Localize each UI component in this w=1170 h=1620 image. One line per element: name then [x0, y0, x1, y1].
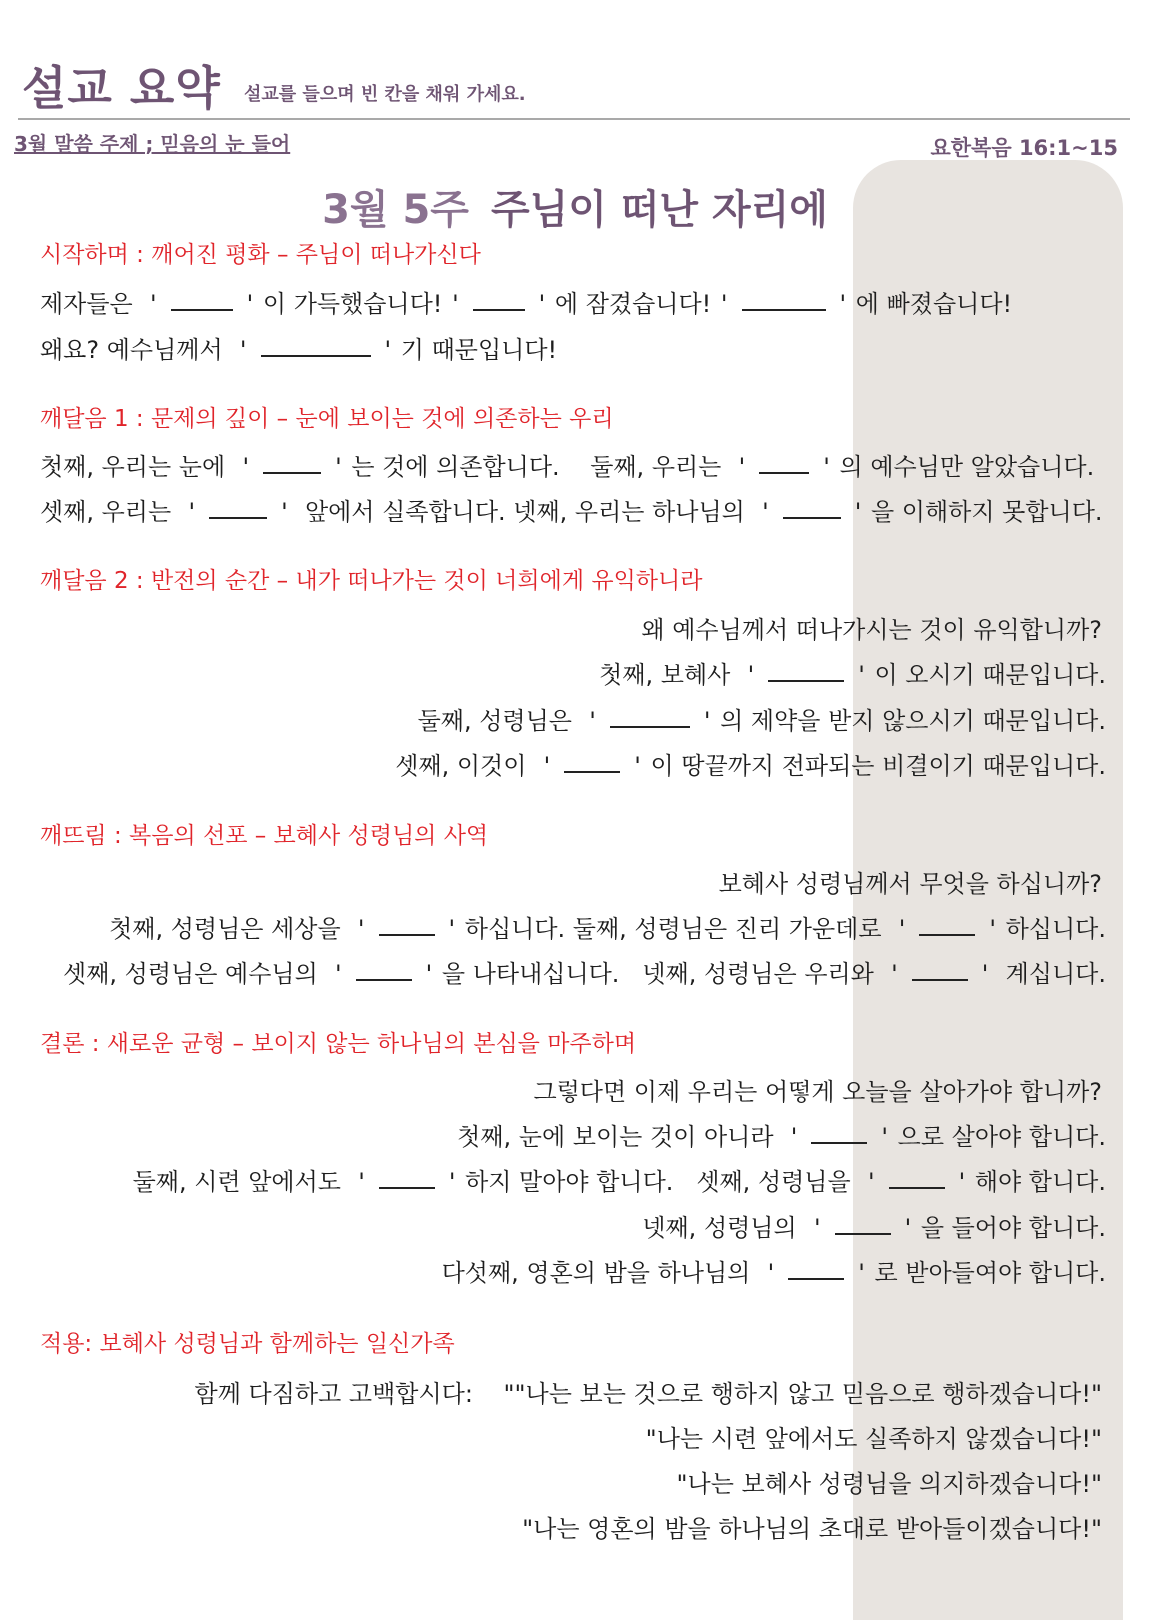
line-text: 로 받아들여야 합니다. — [874, 1259, 1106, 1287]
page-subtitle: 설교를 들으며 빈 칸을 채워 가세요. — [244, 84, 526, 105]
sermon-name: 주님이 떠난 자리에 — [490, 187, 828, 233]
break-line-2: 셋째, 성령님은 예수님의 ' ' 을 나타내십니다. 넷째, 성령님은 우리와 ' ' 계십니다. — [63, 960, 1106, 988]
section-heading-apply: 적용: 보혜사 성령님과 함께하는 일신가족 — [40, 1331, 455, 1357]
line-text: 해야 합니다. — [974, 1168, 1106, 1196]
line-text: 기 때문입니다! — [400, 336, 558, 364]
fill-blank[interactable] — [209, 516, 267, 519]
realize2-question: 왜 예수님께서 떠나가시는 것이 유익합니까? — [641, 616, 1102, 644]
fill-blank[interactable] — [379, 933, 435, 936]
fill-blank[interactable] — [356, 978, 412, 981]
line-text: 에 빠졌습니다! — [855, 290, 1013, 318]
line-text: 둘째, 우리는 — [590, 453, 722, 481]
fill-blank[interactable] — [171, 308, 233, 311]
fill-blank[interactable] — [889, 1186, 945, 1189]
line-text: 계십니다. — [1005, 960, 1106, 988]
line-text: 하십니다. 둘째, 성령님은 진리 가운데로 — [464, 915, 882, 943]
fill-blank[interactable] — [783, 516, 841, 519]
line-text: 을 나타내십니다. — [441, 960, 620, 988]
page-title: 설교 요약 — [22, 61, 221, 115]
fill-blank[interactable] — [788, 1277, 844, 1280]
realize2-line-3: 셋째, 이것이 ' ' 이 땅끝까지 전파되는 비결이기 때문입니다. — [395, 752, 1106, 780]
break-line-1: 첫째, 성령님은 세상을 ' ' 하십니다. 둘째, 성령님은 진리 가운데로 ' ' 하십니다. — [109, 915, 1106, 943]
section-heading-intro: 시작하며 : 깨어진 평화 – 주님이 떠나가신다 — [40, 242, 481, 268]
conclusion-line-4: 다섯째, 영혼의 밤을 하나님의 ' ' 로 받아들여야 합니다. — [441, 1259, 1106, 1287]
section-heading-break: 깨뜨림 : 복음의 선포 – 보혜사 성령님의 사역 — [40, 823, 489, 849]
sermon-title — [0, 178, 1150, 235]
line-text: 셋째, 성령님은 예수님의 — [63, 960, 318, 988]
line-text: 의 제약을 받지 않으시기 때문입니다. — [720, 707, 1106, 735]
line-text: 이 오시기 때문입니다. — [874, 661, 1106, 689]
line-text: 으로 살아야 합니다. — [897, 1123, 1106, 1151]
fill-blank[interactable] — [811, 1141, 867, 1144]
line-text: 둘째, 성령님은 — [417, 707, 572, 735]
section-heading-conclusion: 결론 : 새로운 균형 – 보이지 않는 하나님의 본심을 마주하며 — [40, 1031, 637, 1057]
sermon-week: 3월 5주 — [322, 187, 469, 233]
line-text: 셋째, 우리는 — [40, 498, 172, 526]
apply-vow-3: "나는 보혜사 성령님을 의지하겠습니다!" — [676, 1470, 1102, 1498]
line-text: 하십니다. — [1005, 915, 1106, 943]
line-text: 첫째, 우리는 눈에 — [40, 453, 226, 481]
fill-blank[interactable] — [759, 471, 809, 474]
line-text: 하지 말아야 합니다. — [465, 1168, 674, 1196]
line-text: 는 것에 의존합니다. — [351, 453, 560, 481]
line-text: 에 잠겼습니다! — [554, 290, 712, 318]
fill-blank[interactable] — [564, 770, 620, 773]
conclusion-line-2: 둘째, 시련 앞에서도 ' ' 하지 말아야 합니다. 셋째, 성령님을 ' ' 해야 합니다. — [132, 1168, 1106, 1196]
fill-blank[interactable] — [768, 679, 844, 682]
fill-blank[interactable] — [742, 308, 826, 311]
apply-vow-1-line — [195, 1374, 1102, 1409]
line-text: 다섯째, 영혼의 밤을 하나님의 — [441, 1259, 751, 1287]
conclusion-line-3: 넷째, 성령님의 ' ' 을 들어야 합니다. — [642, 1214, 1106, 1242]
apply-lead: 함께 다짐하고 고백합시다: — [194, 1380, 473, 1408]
scripture-reference: 요한복음 16:1~15 — [930, 136, 1118, 160]
header-divider — [18, 118, 1130, 120]
conclusion-line-1: 첫째, 눈에 보이는 것이 아니라 ' ' 으로 살아야 합니다. — [457, 1123, 1106, 1151]
line-text: 첫째, 성령님은 세상을 — [109, 915, 341, 943]
fill-blank[interactable] — [835, 1232, 891, 1235]
line-text: 첫째, 보혜사 — [599, 661, 731, 689]
realize1-line-1: 첫째, 우리는 눈에 ' ' 는 것에 의존합니다. 둘째, 우리는 ' ' 의 예수님만 알았습니다. — [40, 453, 1095, 481]
line-text: 셋째, 이것이 — [395, 752, 527, 780]
line-text: 왜요? 예수님께서 — [40, 336, 223, 364]
realize2-line-1: 첫째, 보혜사 ' ' 이 오시기 때문입니다. — [599, 661, 1106, 689]
section-heading-realize-1: 깨달음 1 : 문제의 깊이 – 눈에 보이는 것에 의존하는 우리 — [40, 406, 614, 432]
realize2-line-2: 둘째, 성령님은 ' ' 의 제약을 받지 않으시기 때문입니다. — [417, 707, 1106, 735]
line-text: 셋째, 성령님을 — [696, 1168, 851, 1196]
intro-line-1: 제자들은 ' ' 이 가득했습니다! ' ' 에 잠겼습니다! ' ' 에 빠졌습니다! — [40, 290, 1013, 318]
line-text: 제자들은 — [40, 290, 133, 318]
line-text: 이 가득했습니다! — [262, 290, 443, 318]
line-text: 넷째, 성령님은 우리와 — [642, 960, 874, 988]
line-text: 이 땅끝까지 전파되는 비결이기 때문입니다. — [650, 752, 1106, 780]
fill-blank[interactable] — [912, 978, 968, 981]
line-text: 의 예수님만 알았습니다. — [839, 453, 1095, 481]
break-question: 보혜사 성령님께서 무엇을 하십니까? — [718, 870, 1102, 898]
apply-vow-1: ""나는 보는 것으로 행하지 않고 믿음으로 행하겠습니다!" — [503, 1380, 1102, 1408]
line-text: 을 들어야 합니다. — [920, 1214, 1106, 1242]
section-heading-realize-2: 깨달음 2 : 반전의 순간 – 내가 떠나가는 것이 너희에게 유익하니라 — [40, 568, 703, 594]
apply-vow-4: "나는 영혼의 밤을 하나님의 초대로 받아들이겠습니다!" — [522, 1515, 1102, 1543]
line-text: 을 이해하지 못합니다. — [870, 498, 1103, 526]
line-text: 넷째, 성령님의 — [642, 1214, 797, 1242]
apply-vow-2: "나는 시련 앞에서도 실족하지 않겠습니다!" — [645, 1425, 1102, 1453]
fill-blank[interactable] — [473, 308, 525, 311]
line-text: 첫째, 눈에 보이는 것이 아니라 — [457, 1123, 774, 1151]
line-text: 앞에서 실족합니다. 넷째, 우리는 하나님의 — [304, 498, 745, 526]
intro-line-2: 왜요? 예수님께서 ' ' 기 때문입니다! — [40, 336, 558, 364]
fill-blank[interactable] — [919, 933, 975, 936]
monthly-theme: 3월 말씀 주제 ; 믿음의 눈 들어 — [14, 132, 291, 156]
fill-blank[interactable] — [379, 1186, 435, 1189]
conclusion-question: 그렇다면 이제 우리는 어떻게 오늘을 살아가야 합니까? — [533, 1078, 1102, 1106]
realize1-line-2: 셋째, 우리는 ' ' 앞에서 실족합니다. 넷째, 우리는 하나님의 ' ' 을 이해하지 못합니다. — [40, 498, 1103, 526]
fill-blank[interactable] — [263, 471, 321, 474]
fill-blank[interactable] — [261, 354, 371, 357]
fill-blank[interactable] — [610, 725, 690, 728]
line-text: 둘째, 시련 앞에서도 — [132, 1168, 341, 1196]
